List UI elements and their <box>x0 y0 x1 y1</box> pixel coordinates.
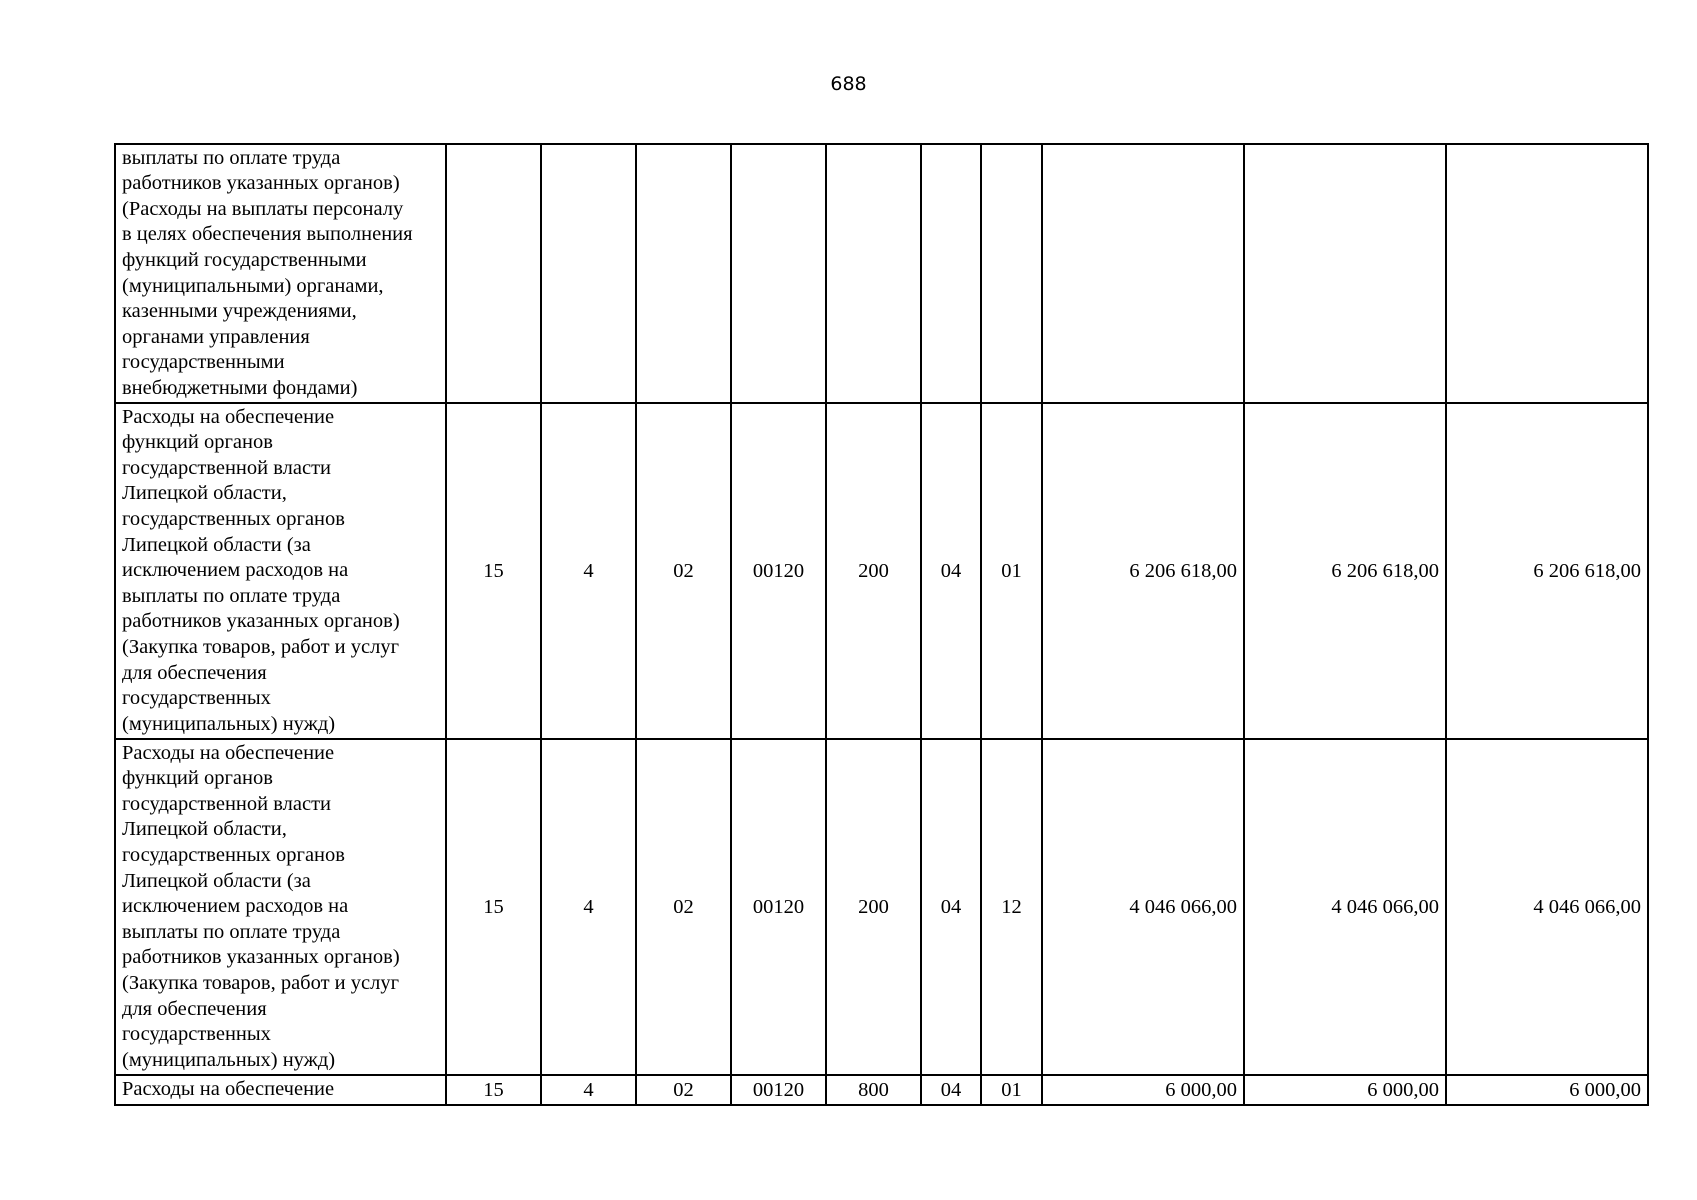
amount-cell <box>1244 144 1446 403</box>
table-row <box>115 403 1648 739</box>
amount-cell: 6 000,00 <box>1446 1075 1648 1105</box>
code-cell: 00120 <box>731 403 826 739</box>
code-cell: 15 <box>446 1075 541 1105</box>
amount-cell: 4 046 066,00 <box>1446 739 1648 1075</box>
page-number: 688 <box>830 73 867 95</box>
code-cell <box>636 144 731 403</box>
table-row <box>115 144 1648 403</box>
code-cell <box>731 144 826 403</box>
amount-cell: 4 046 066,00 <box>1244 739 1446 1075</box>
code-cell: 4 <box>541 403 636 739</box>
amount-cell <box>1446 144 1648 403</box>
table-row <box>115 739 1648 1075</box>
code-cell: 01 <box>981 403 1042 739</box>
code-cell: 00120 <box>731 739 826 1075</box>
row-description: выплаты по оплате труда работников указанных органов) (Расходы на выплаты персоналу в целях обеспечения выполнения функций государственными (муниципальными) органами, казенными учреждениями, органами управления государственными внебюджетными фондами) <box>115 144 446 403</box>
code-cell: 04 <box>921 403 981 739</box>
amount-cell: 6 206 618,00 <box>1446 403 1648 739</box>
budget-table <box>114 143 1649 1106</box>
row-description: Расходы на обеспечение функций органов государственной власти Липецкой области, государственных органов Липецкой области (за исключением расходов на выплаты по оплате труда работников указанных органов) (Закупка товаров, работ и услуг для обеспечения государственных (муниципальных) нужд) <box>115 739 446 1075</box>
code-cell: 15 <box>446 403 541 739</box>
code-cell <box>921 144 981 403</box>
table-row <box>115 1075 1648 1105</box>
row-description: Расходы на обеспечение функций органов государственной власти Липецкой области, государственных органов Липецкой области (за исключением расходов на выплаты по оплате труда работников указанных органов) (Закупка товаров, работ и услуг для обеспечения государственных (муниципальных) нужд) <box>115 403 446 739</box>
code-cell <box>446 144 541 403</box>
code-cell: 4 <box>541 1075 636 1105</box>
code-cell: 02 <box>636 739 731 1075</box>
code-cell <box>826 144 921 403</box>
code-cell: 04 <box>921 739 981 1075</box>
code-cell: 01 <box>981 1075 1042 1105</box>
code-cell: 200 <box>826 403 921 739</box>
code-cell: 04 <box>921 1075 981 1105</box>
amount-cell: 6 206 618,00 <box>1042 403 1244 739</box>
code-cell: 800 <box>826 1075 921 1105</box>
code-cell: 200 <box>826 739 921 1075</box>
amount-cell <box>1042 144 1244 403</box>
code-cell: 12 <box>981 739 1042 1075</box>
amount-cell: 6 206 618,00 <box>1244 403 1446 739</box>
code-cell: 4 <box>541 739 636 1075</box>
code-cell: 02 <box>636 403 731 739</box>
amount-cell: 6 000,00 <box>1244 1075 1446 1105</box>
amount-cell: 4 046 066,00 <box>1042 739 1244 1075</box>
row-description: Расходы на обеспечение <box>115 1075 446 1105</box>
amount-cell: 6 000,00 <box>1042 1075 1244 1105</box>
code-cell <box>981 144 1042 403</box>
code-cell: 15 <box>446 739 541 1075</box>
code-cell <box>541 144 636 403</box>
code-cell: 02 <box>636 1075 731 1105</box>
code-cell: 00120 <box>731 1075 826 1105</box>
